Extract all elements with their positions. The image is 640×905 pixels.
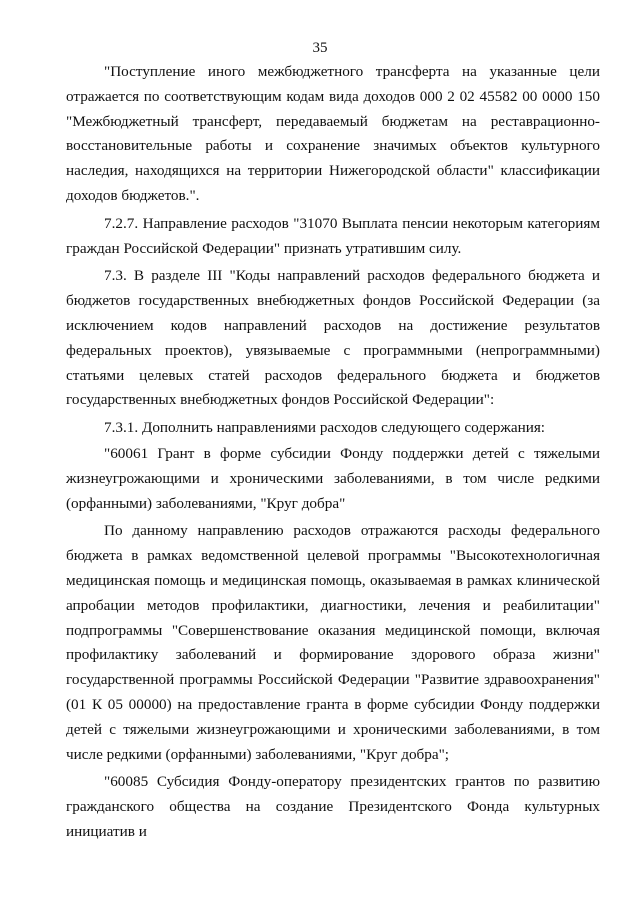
- paragraph-7-2-7: 7.2.7. Направление расходов "31070 Выплата пенсии некоторым категориям граждан Российской Федерации" признать утратившим силу.: [66, 214, 600, 257]
- paragraph-60061-description: По данному направлению расходов отражаются расходы федерального бюджета в рамках ведомственной целевой программы "Высокотехнологичная медицинская помощь и медицинская помощь, оказываемая в рамках клинической апробации методов профилактики, диагностики, лечения и реабилитации" подпрограммы "Совершенствование оказания медицинской помощи, включая профилактику заболеваний и формирование здорового образа жизни" государственной программы Российской Федерации "Развитие здравоохранения" (01 К 05 00000) на предоставление гранта в форме субсидии Фонду поддержки детей с тяжелыми жизнеугрожающими и хроническими заболеваниями, в том числе редкими (орфанными) заболеваниями, "Круг добра";: [66, 522, 600, 763]
- page-number: 35: [312, 40, 328, 56]
- paragraph-7-3-1: 7.3.1. Дополнить направлениями расходов следующего содержания:: [104, 419, 546, 437]
- paragraph-60085-title: "60085 Субсидия Фонду-оператору президентских грантов по развитию гражданского общества на создание Президентского Фонда культурных инициатив и: [66, 773, 600, 840]
- document-body: [66, 60, 600, 845]
- paragraph-60061-title: "60061 Грант в форме субсидии Фонду поддержки детей с тяжелыми жизнеугрожающими и хроническими заболеваниями, в том числе редкими (орфанными) заболеваниями, "Круг добра": [66, 444, 600, 512]
- paragraph-transfer-revenue: "Поступление иного межбюджетного трансферта на указанные цели отражается по соответствующим кодам вида доходов 000 2 02 45582 00 0000 150 "Межбюджетный трансферт, передаваемый бюджетам на реставрационно-восстановительные работы и сохранение значимых объектов культурного наследия, находящихся на территории Нижегородской области" классификации доходов бюджетов.".: [66, 63, 600, 204]
- paragraph-7-3: 7.3. В разделе III "Коды направлений расходов федерального бюджета и бюджетов государственных внебюджетных фондов Российской Федерации (за исключением кодов направлений расходов на достижение результатов федеральных проектов), увязываемые с программными (непрограммными) статьями целевых статей расходов федерального бюджета и бюджетов государственных внебюджетных фондов Российской Федерации":: [66, 267, 600, 409]
